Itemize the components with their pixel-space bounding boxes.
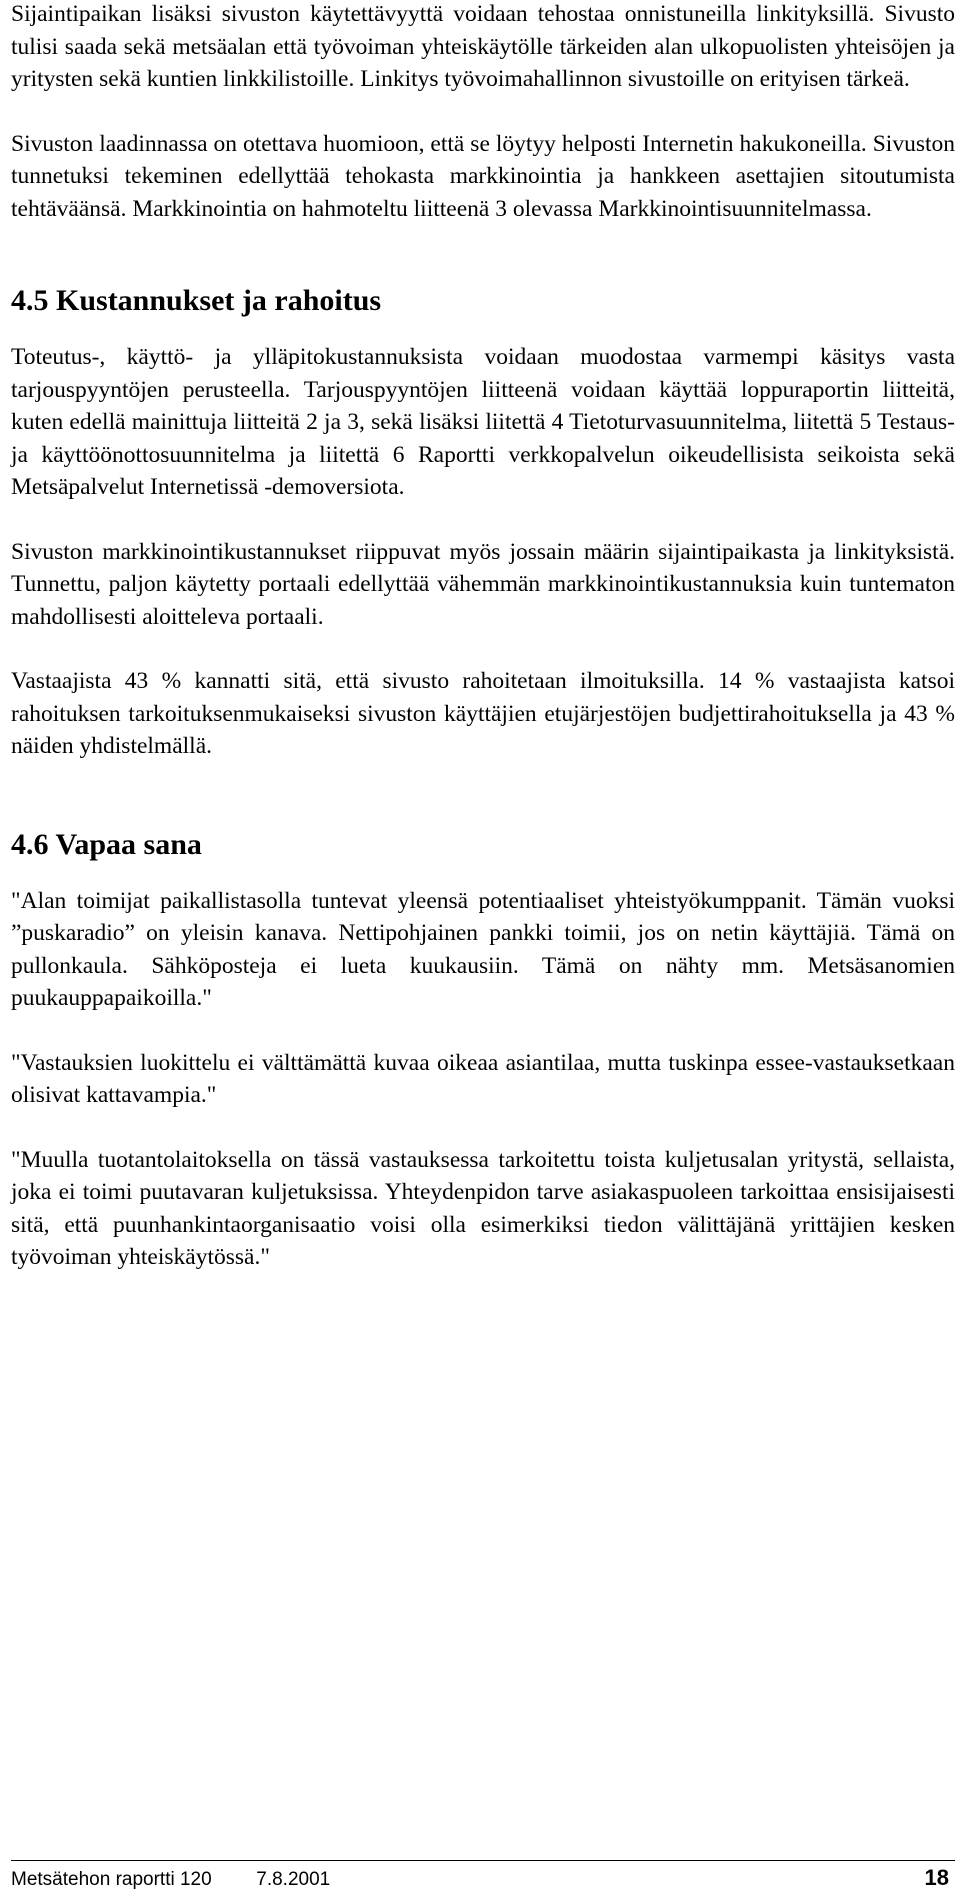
paragraph-gap: [11, 96, 955, 128]
heading-4-6: 4.6 Vapaa sana: [11, 827, 202, 861]
footer-date: 7.8.2001: [256, 1869, 331, 1890]
paragraph-marketing-costs: Sivuston markkinointikustannukset riippuvat myös jossain määrin sijaintipaikasta ja linkityksistä. Tunnettu, paljon käytetty portaali edellyttää vähemmän markkinointikustannuksia kuin tuntematon mahdollisesti aloitteleva portaali.: [11, 538, 955, 630]
paragraph-search-engines: Sivuston laadinnassa on otettava huomioon, että se löytyy helposti Internetin hakukoneilla. Sivuston tunnetuksi tekeminen edellyttää tehokasta markkinointia ja hankkeen asettajien sitoutumista tehtäväänsä. Markkinointia on hahmoteltu liitteenä 3 olevassa Markkinointisuunnitelmassa.: [11, 130, 955, 222]
paragraph-funding: Vastaajista 43 % kannatti sitä, että sivusto rahoitetaan ilmoituksilla. 14 % vastaajista katsoi rahoituksen tarkoituksenmukaiseksi sivuston käyttäjien etujärjestöjen budjettirahoituksella ja 43 % näiden yhdistelmällä.: [11, 668, 955, 759]
quote-2: "Vastauksien luokittelu ei välttämättä kuvaa oikeaa asiantilaa, mutta tuskinpa essee-vastauksetkaan olisivat kattavampia.": [11, 1049, 955, 1108]
paragraph-costs: Toteutus-, käyttö- ja ylläpitokustannuksista voidaan muodostaa varmempi käsitys vasta tarjouspyyntöjen perusteella. Tarjouspyyntöjen liitteenä voidaan käyttää loppuraportin liitteitä, kuten edellä mainittuja liitteitä 2 ja 3, sekä lisäksi liitettä 4 Tietoturvasuunnitelma, liitettä 5 Testaus- ja käyttöönottosuunnitelma ja liitettä 6 Raportti verkkopalvelun oikeudellisista seikoista sekä Metsäpalvelut Internetissä -demoversiota.: [11, 344, 955, 500]
heading-4-5: 4.5 Kustannukset ja rahoitus: [11, 284, 382, 317]
paragraph-linking: Sijaintipaikan lisäksi sivuston käytettävyyttä voidaan tehostaa onnistuneilla linkityksillä. Sivusto tulisi saada sekä metsäalan että työvoiman yhteiskäytölle tärkeiden alan ulkopuolisten yhteisöjen ja yritysten sekä kuntien linkkilistoille. Linkitys työvoimahallinnon sivustoille on erityisen tärkeä.: [11, 1, 955, 92]
document-page: [11, 0, 955, 1274]
page-footer: [11, 1860, 955, 1890]
quote-1: "Alan toimijat paikallistasolla tuntevat yleensä potentiaaliset yhteistyökumppanit. Tämän vuoksi ”puskaradio” on yleisin kanava. Nettipohjainen pankki toimii, jos on netin käyttäjiä. Tämä on pullonkaula. Sähköposteja ei lueta kuukausiin. Tämä on nähty mm. Metsäsanomien puukauppapaikoilla.": [11, 887, 955, 1011]
quote-3: "Muulla tuotantolaitoksella on tässä vastauksessa tarkoitettu toista kuljetusalan yritystä, sellaista, joka ei toimi puutavaran kuljetuksissa. Yhteydenpidon tarve asiakaspuoleen tarkoittaa ensisijaisesti sitä, että puunhankintaorganisaatio voisi olla esimerkiksi tiedon välittäjänä yrittäjien kesken työvoiman yhteiskäytössä.": [11, 1146, 955, 1270]
page-number: 18: [924, 1865, 949, 1890]
footer-report-title: Metsätehon raportti 120: [11, 1869, 212, 1890]
